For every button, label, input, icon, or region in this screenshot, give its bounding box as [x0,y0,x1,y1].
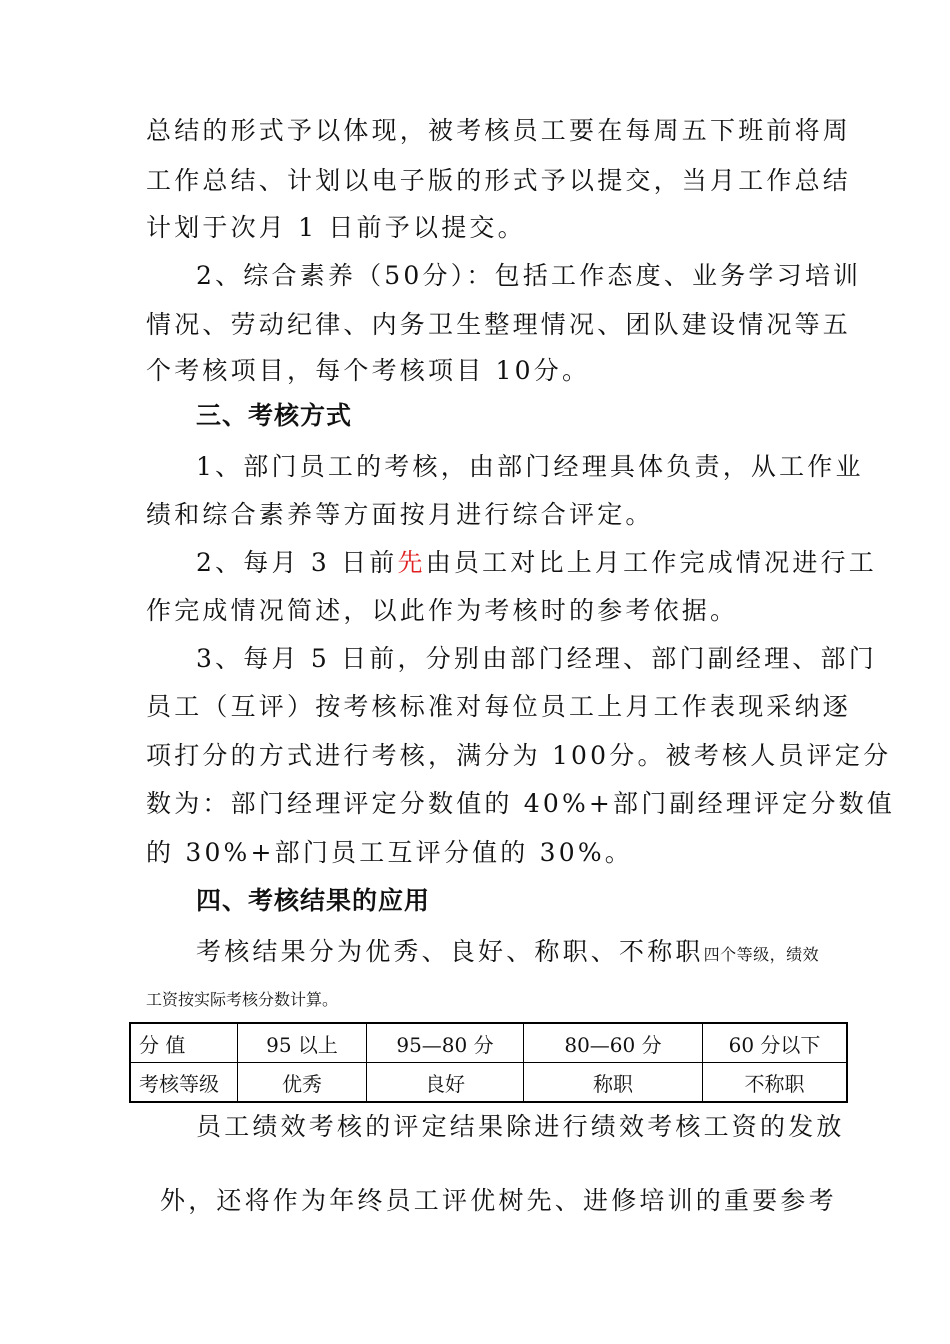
paragraph-line: 员工绩效考核的评定结果除进行绩效考核工资的发放 [196,1112,845,1141]
table-cell: 95 以上 [238,1023,367,1063]
paragraph-line: 3、每月 5 日前，分别由部门经理、部门副经理、部门 [196,644,877,673]
paragraph-line [196,937,819,970]
table-cell: 分 值 [130,1023,238,1063]
paragraph-line: 1、部门员工的考核，由部门经理具体负责，从工作业 [196,452,864,481]
table-cell: 优秀 [238,1063,367,1103]
table-cell: 80—60 分 [524,1023,703,1063]
text-run: 2、每月 3 日前 [196,548,398,577]
paragraph-line: 2、综合素养（50分）：包括工作态度、业务学习培训 [196,261,862,290]
paragraph-line [196,548,877,578]
paragraph-line: 作完成情况简述，以此作为考核时的参考依据。 [146,596,739,625]
section-heading: 四、考核结果的应用 [196,886,431,915]
paragraph-line: 情况、劳动纪律、内务卫生整理情况、团队建设情况等五 [146,310,852,339]
paragraph-line: 外，还将作为年终员工评优树先、进修培训的重要参考 [160,1186,837,1215]
section-heading: 三、考核方式 [196,401,353,430]
paragraph-line: 个考核项目，每个考核项目 10分。 [146,356,591,385]
paragraph-line: 的 30%+部门员工互评分值的 30%。 [146,838,633,867]
table-cell: 考核等级 [130,1063,238,1103]
text-run: 考核结果分为优秀、良好、称职、不称职 [196,937,704,966]
text-run: 由员工对比上月工作完成情况进行工 [425,548,877,577]
table-cell: 60 分以下 [703,1023,848,1063]
highlighted-text: 先 [397,548,426,577]
paragraph-line: 计划于次月 1 日前予以提交。 [146,213,526,242]
paragraph-line: 总结的形式予以体现，被考核员工要在每周五下班前将周 [146,116,852,145]
table-cell: 良好 [367,1063,524,1103]
small-text-run: 四个等级，绩效 [703,945,820,964]
paragraph-line: 工作总结、计划以电子版的形式予以提交，当月工作总结 [146,166,852,195]
paragraph-line: 数为：部门经理评定分数值的 40%+部门副经理评定分数值 [146,789,896,818]
table-row [130,1063,847,1103]
paragraph-line: 项打分的方式进行考核，满分为 100分。被考核人员评定分 [146,741,892,770]
grade-table [129,1022,848,1103]
paragraph-line: 工资按实际考核分数计算。 [146,990,339,1009]
paragraph-line: 员工（互评）按考核标准对每位员工上月工作表现采纳逐 [146,692,852,721]
table-cell: 95—80 分 [367,1023,524,1063]
paragraph-line: 绩和综合素养等方面按月进行综合评定。 [146,500,654,529]
table-row [130,1023,847,1063]
table-cell: 不称职 [703,1063,848,1103]
table-cell: 称职 [524,1063,703,1103]
